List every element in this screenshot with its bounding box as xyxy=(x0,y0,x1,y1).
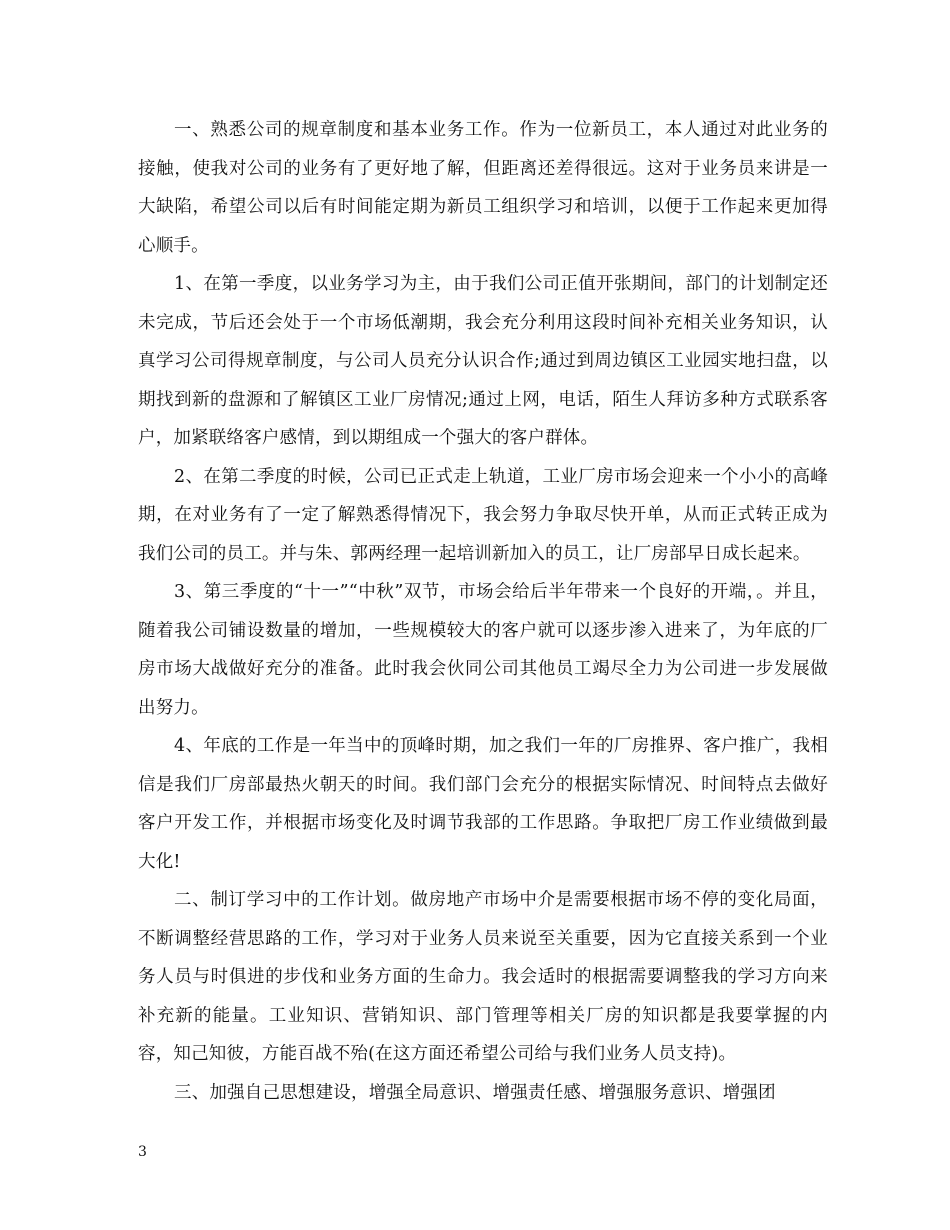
paragraph-self-improvement: 三、加强自己思想建设，增强全局意识、增强责任感、增强服务意识、增强团 xyxy=(174,1082,776,1103)
paragraph-familiarize-rules: 一、熟悉公司的规章制度和基本业务工作。作为一位新员工，本人通过对此业务的接触，使我对公司的业务有了更好地了解，但距离还差得很远。这对于业务员来讲是一大缺陷，希望公司以后有时间能定期为新员工组织学习和培训，以便于工作起来更加得心顺手。 xyxy=(138,120,828,256)
paragraph-study-plan: 二、制订学习中的工作计划。做房地产市场中介是需要根据市场不停的变化局面，不断调整经营思路的工作，学习对于业务人员来说至关重要，因为它直接关系到一个业务人员与时俱进的步伐和业务方面的生命力。我会适时的根据需要调整我的学习方向来补充新的能量。工业知识、营销知识、部门管理等相关厂房的知识都是我要掌握的内容，知己知彼，方能百战不殆(在这方面还希望公司给与我们业务人员支持)。 xyxy=(138,890,828,1064)
paragraph-year-end: 4、年底的工作是一年当中的顶峰时期，加之我们一年的厂房推界、客户推广，我相信是我们厂房部最热火朝天的时间。我们部门会充分的根据实际情况、时间特点去做好客户开发工作，并根据市场变化及时调节我部的工作思路。争取把厂房工作业绩做到最大化! xyxy=(138,736,828,872)
paragraph-third-quarter: 3、第三季度的“十一”“中秋”双节，市场会给后半年带来一个良好的开端，。并且，随着我公司铺设数量的增加，一些规模较大的客户就可以逐步渗入进来了，为年底的厂房市场大战做好充分的准备。此时我会伙同公司其他员工竭尽全力为公司进一步发展做出努力。 xyxy=(138,582,828,718)
paragraph-second-quarter: 2、在第二季度的时候，公司已正式走上轨道，工业厂房市场会迎来一个小小的高峰期，在对业务有了一定了解熟悉得情况下，我会努力争取尽快开单，从而正式转正成为我们公司的员工。并与朱、郭两经理一起培训新加入的员工，让厂房部早日成长起来。 xyxy=(138,466,828,564)
page-number: 3 xyxy=(138,1144,147,1160)
paragraph-first-quarter: 1、在第一季度，以业务学习为主，由于我们公司正值开张期间，部门的计划制定还未完成，节后还会处于一个市场低潮期，我会充分利用这段时间补充相关业务知识，认真学习公司得规章制度，与公司人员充分认识合作;通过到周边镇区工业园实地扫盘，以期找到新的盘源和了解镇区工业厂房情况;通过上网，电话，陌生人拜访多种方式联系客户，加紧联络客户感情，到以期组成一个强大的客户群体。 xyxy=(138,274,828,448)
document-body xyxy=(138,111,828,1112)
